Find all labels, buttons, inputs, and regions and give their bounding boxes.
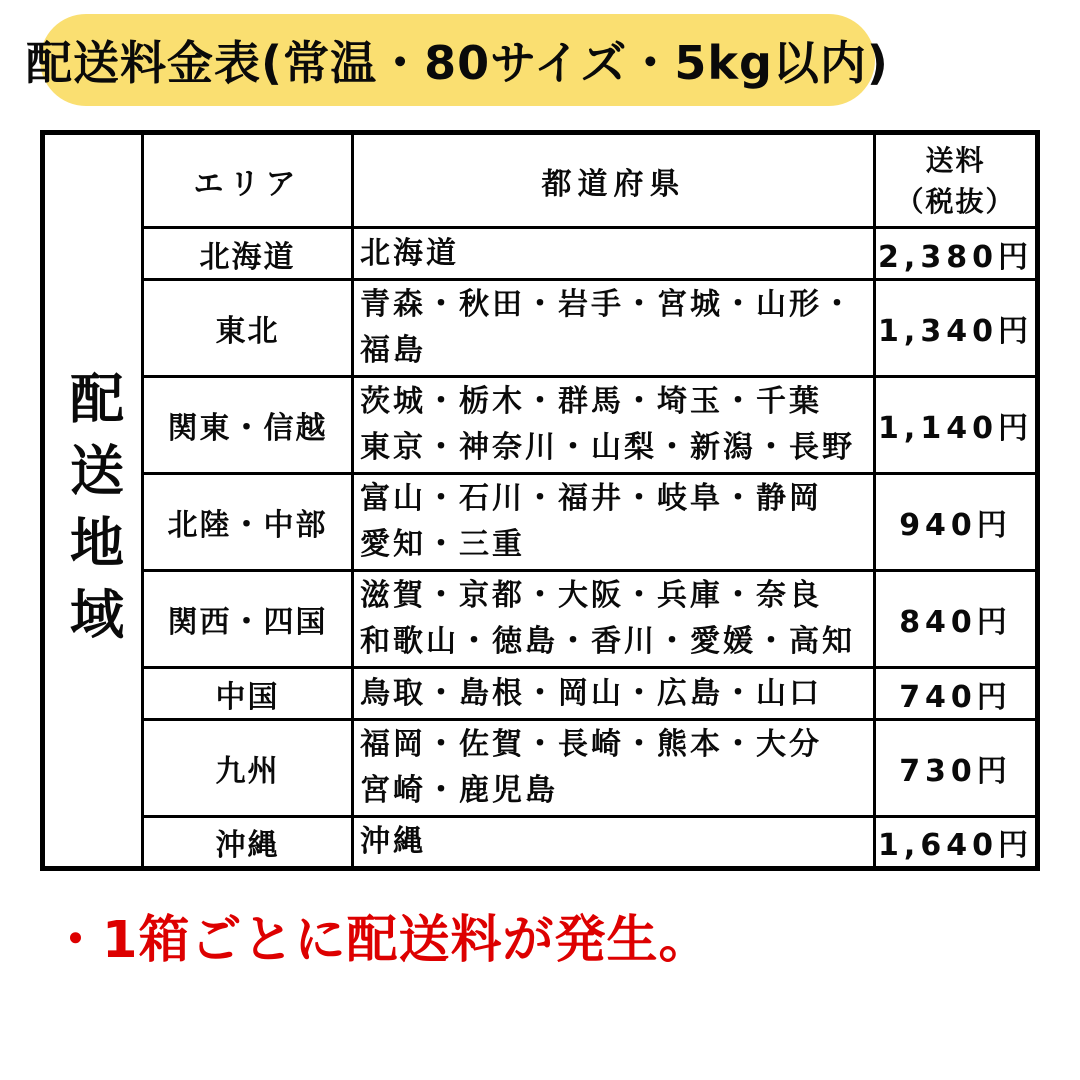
table-row-okinawa — [43, 817, 1038, 869]
prefectures-line: 鳥取・島根・岡山・広島・山口 — [360, 675, 822, 711]
fee-value: 1,140円 — [875, 377, 1038, 474]
footnote — [50, 898, 711, 972]
prefectures-line: 滋賀・京都・大阪・兵庫・奈良 — [360, 578, 822, 613]
prefectures-line: 茨城・栃木・群馬・埼玉・千葉 — [360, 384, 822, 419]
area-label: 北陸・中部 — [143, 474, 353, 571]
table-row-kansai-shikoku — [43, 571, 1038, 668]
prefectures-cell — [353, 377, 875, 474]
header-prefectures: 都道府県 — [353, 133, 875, 228]
table-row-chugoku — [43, 668, 1038, 720]
prefectures-cell — [353, 571, 875, 668]
title-banner — [26, 14, 889, 106]
prefectures-line: 富山・石川・福井・岐阜・静岡 — [360, 481, 822, 516]
header-fee — [875, 133, 1038, 228]
header-fee-line1: 送料 — [925, 143, 986, 177]
prefectures-line: 宮崎・鹿児島 — [360, 773, 558, 808]
table-header-row — [43, 133, 1038, 228]
prefectures-cell — [353, 280, 875, 377]
fee-value: 740円 — [875, 668, 1038, 720]
table-row-tohoku — [43, 280, 1038, 377]
prefectures-line: 和歌山・徳島・香川・愛媛・高知 — [360, 624, 855, 659]
prefectures-cell — [353, 668, 875, 720]
area-label: 北海道 — [143, 228, 353, 280]
fee-value: 1,340円 — [875, 280, 1038, 377]
page-title: 配送料金表(常温・80サイズ・5kg以内) — [26, 36, 889, 90]
prefectures-line: 青森・秋田・岩手・宮城・山形・ — [360, 287, 855, 322]
prefectures-line: 福島 — [360, 333, 426, 368]
prefectures-line: 東京・神奈川・山梨・新潟・長野 — [360, 430, 855, 465]
prefectures-line: 北海道 — [360, 235, 459, 271]
footnote-text: ・1箱ごとに配送料が発生。 — [50, 911, 711, 970]
header-fee-line2: （税抜） — [895, 184, 1016, 218]
table-row-hokkaido — [43, 228, 1038, 280]
area-label: 中国 — [143, 668, 353, 720]
side-label-cell — [43, 133, 143, 869]
prefectures-cell — [353, 817, 875, 869]
fee-value: 2,380円 — [875, 228, 1038, 280]
fee-value: 730円 — [875, 720, 1038, 817]
prefectures-cell — [353, 228, 875, 280]
prefectures-cell — [353, 720, 875, 817]
header-area: エリア — [143, 133, 353, 228]
side-label: 配送地域 — [61, 369, 125, 658]
area-label: 沖縄 — [143, 817, 353, 869]
table-row-kanto-shinetsu — [43, 377, 1038, 474]
table-row-hokuriku-chubu — [43, 474, 1038, 571]
fee-value: 1,640円 — [875, 817, 1038, 869]
shipping-fee-table — [40, 130, 1040, 871]
table-row-kyushu — [43, 720, 1038, 817]
prefectures-line: 福岡・佐賀・長崎・熊本・大分 — [360, 727, 822, 762]
prefectures-cell — [353, 474, 875, 571]
prefectures-line: 愛知・三重 — [360, 527, 525, 562]
prefectures-line: 沖縄 — [360, 824, 426, 859]
area-label: 東北 — [143, 280, 353, 377]
fee-value: 840円 — [875, 571, 1038, 668]
area-label: 九州 — [143, 720, 353, 817]
area-label: 関西・四国 — [143, 571, 353, 668]
area-label: 関東・信越 — [143, 377, 353, 474]
fee-value: 940円 — [875, 474, 1038, 571]
